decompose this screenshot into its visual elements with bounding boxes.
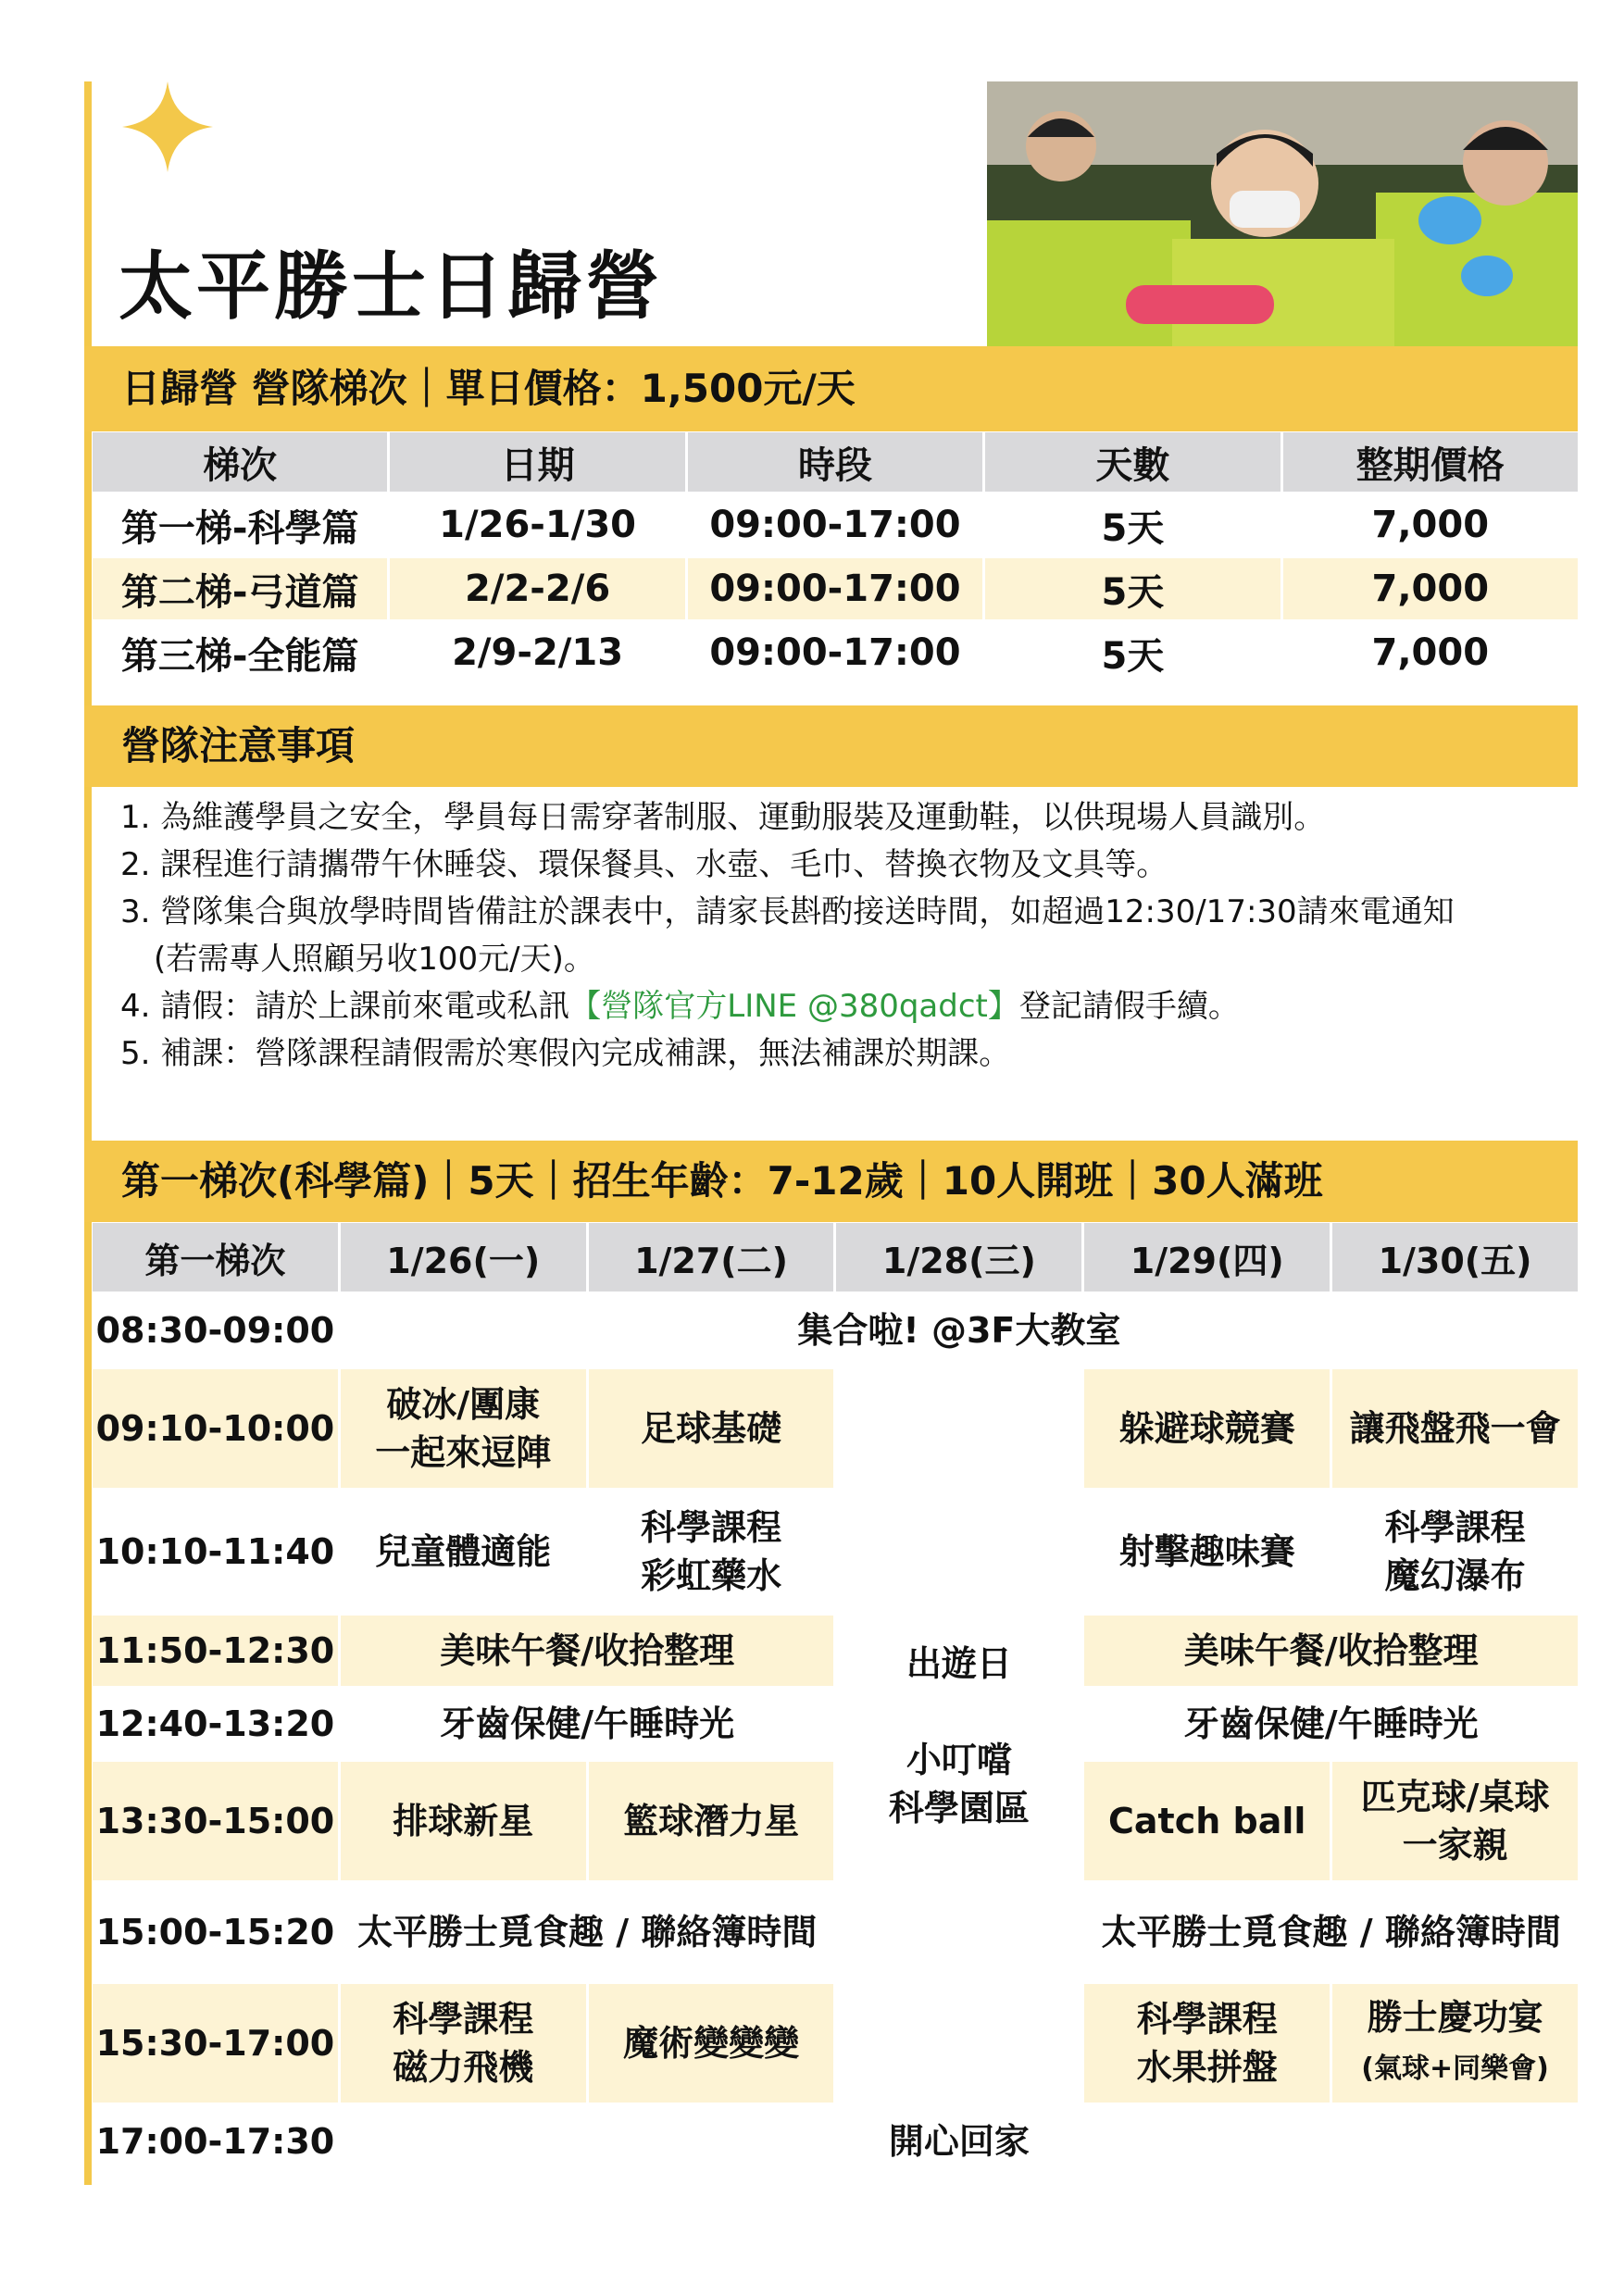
table-row (93, 1883, 1578, 1981)
table-row (93, 622, 1578, 683)
table-cell: 排球新星 (341, 1762, 586, 1880)
column-header: 1/26(一) (341, 1223, 586, 1292)
column-header: 整期價格 (1283, 432, 1578, 492)
column-header: 1/29(四) (1084, 1223, 1330, 1292)
cell-line: 出遊日 (906, 1643, 1012, 1684)
table-cell: 牙齒保健/午睡時光 (341, 1689, 834, 1759)
table-row (93, 1294, 1578, 1366)
price-band: 日歸營 營隊梯次｜單日價格：1,500元/天 (84, 346, 1578, 431)
cell-line: 彩虹藥水 (641, 1555, 782, 1596)
schedule-band: 第一梯次(科學篇)｜5天｜招生年齡：7-12歲｜10人開班｜30人滿班 (84, 1141, 1578, 1222)
time-cell: 11:50-12:30 (93, 1616, 338, 1686)
table-cell: 7,000 (1283, 494, 1578, 555)
note-item: 2. 課程進行請攜帶午休睡袋、環保餐具、水壺、毛巾、替換衣物及文具等。 (120, 846, 1168, 883)
time-cell: 17:00-17:30 (93, 2105, 338, 2177)
column-header: 1/30(五) (1332, 1223, 1578, 1292)
table-cell: 讓飛盤飛一會 (1332, 1369, 1578, 1488)
cell-line: 匹克球/桌球 (1360, 1777, 1550, 1817)
table-cell: 牙齒保健/午睡時光 (1084, 1689, 1578, 1759)
table-row (93, 2105, 1578, 2177)
table-cell: 5天 (985, 622, 1280, 683)
cell-line: 一家親 (1402, 1825, 1508, 1866)
time-cell: 09:10-10:00 (93, 1369, 338, 1488)
cell-line: 科學課程 (393, 1999, 534, 2040)
table-row (93, 1616, 1578, 1686)
notes-list (120, 794, 1583, 1078)
table-cell: 2/2-2/6 (390, 558, 684, 619)
table-row (93, 1762, 1578, 1880)
cell-line: 科學課程 (641, 1507, 782, 1548)
note-text: 4. 請假：請於上課前來電或私訊 (120, 988, 570, 1025)
time-cell: 13:30-15:00 (93, 1762, 338, 1880)
schedule-table (90, 1220, 1580, 2180)
table-cell: 集合啦! @3F大教室 (341, 1294, 1578, 1366)
note-text: 登記請假手續。 (1018, 988, 1240, 1025)
note-item (120, 936, 1583, 983)
trip-day-cell (836, 1369, 1081, 2103)
table-cell (1084, 1984, 1330, 2103)
table-cell: 太平勝士覓食趣 / 聯絡簿時間 (1084, 1883, 1578, 1981)
table-cell: 5天 (985, 558, 1280, 619)
table-cell: 7,000 (1283, 622, 1578, 683)
cell-line: 科學課程 (1136, 1999, 1278, 2040)
table-cell: 美味午餐/收拾整理 (341, 1616, 834, 1686)
time-cell: 08:30-09:00 (93, 1294, 338, 1366)
note-continuation: (若需專人照顧另收100元/天)。 (154, 941, 595, 978)
table-cell: 魔術變變變 (589, 1984, 834, 2103)
table-cell: 1/26-1/30 (390, 494, 684, 555)
table-cell: 5天 (985, 494, 1280, 555)
cell-line: 魔幻瀑布 (1384, 1555, 1526, 1596)
column-header: 日期 (390, 432, 684, 492)
table-cell: 第一梯-科學篇 (93, 494, 387, 555)
cell-line: 一起來逗陣 (375, 1432, 552, 1473)
table-cell (1332, 1762, 1578, 1880)
note-item (120, 983, 1583, 1030)
table-row (93, 1491, 1578, 1613)
table-cell (341, 1984, 586, 2103)
note-item: 5. 補課：營隊課程請假需於寒假內完成補課，無法補課於期課。 (120, 1035, 1011, 1072)
star-icon (122, 81, 213, 172)
cell-line: 小叮噹 (906, 1740, 1012, 1780)
table-row (93, 558, 1578, 619)
table-cell: 美味午餐/收拾整理 (1084, 1616, 1578, 1686)
table-row (93, 1984, 1578, 2103)
cell-line: 科學園區 (888, 1788, 1030, 1828)
table-cell: 2/9-2/13 (390, 622, 684, 683)
table-cell (589, 1491, 834, 1613)
table-row (93, 1369, 1578, 1488)
table-cell: 第二梯-弓道篇 (93, 558, 387, 619)
table-cell: 太平勝士覓食趣 / 聯絡簿時間 (341, 1883, 834, 1981)
column-header: 1/28(三) (836, 1223, 1081, 1292)
cell-line: 水果拼盤 (1136, 2047, 1278, 2088)
table-row (93, 494, 1578, 555)
table-cell: 09:00-17:00 (688, 558, 982, 619)
table-cell: 足球基礎 (589, 1369, 834, 1488)
table-cell: Catch ball (1084, 1762, 1330, 1880)
table-cell: 籃球潛力星 (589, 1762, 834, 1880)
cell-line: 勝士慶功宴 (1367, 1997, 1543, 2038)
table-cell (1332, 1984, 1578, 2103)
column-header: 時段 (688, 432, 982, 492)
column-header: 梯次 (93, 432, 387, 492)
column-header: 天數 (985, 432, 1280, 492)
table-cell: 09:00-17:00 (688, 494, 982, 555)
time-cell: 15:00-15:20 (93, 1883, 338, 1981)
table-cell: 第三梯-全能篇 (93, 622, 387, 683)
table-row (93, 1689, 1578, 1759)
time-cell: 15:30-17:00 (93, 1984, 338, 2103)
cell-line: 磁力飛機 (393, 2047, 534, 2088)
cell-line: 科學課程 (1384, 1507, 1526, 1548)
column-header: 第一梯次 (93, 1223, 338, 1292)
price-table (90, 430, 1580, 686)
table-cell: 兒童體適能 (341, 1491, 586, 1613)
notes-band: 營隊注意事項 (84, 705, 1578, 787)
column-header: 1/27(二) (589, 1223, 834, 1292)
table-cell: 09:00-17:00 (688, 622, 982, 683)
page-title: 太平勝士日歸營 (119, 243, 663, 330)
table-cell: 7,000 (1283, 558, 1578, 619)
table-cell (341, 1369, 586, 1488)
table-cell: 開心回家 (341, 2105, 1578, 2177)
table-cell: 躲避球競賽 (1084, 1369, 1330, 1488)
kids-activity-photo (987, 81, 1578, 346)
line-account-link[interactable]: 【營隊官方LINE @380qadct】 (569, 988, 1019, 1025)
cell-line: (氣球+同樂會) (1361, 2053, 1549, 2085)
note-item: 1. 為維護學員之安全，學員每日需穿著制服、運動服裝及運動鞋，以供現場人員識別。 (120, 799, 1326, 836)
note-item: 3. 營隊集合與放學時間皆備註於課表中，請家長斟酌接送時間，如超過12:30/17:30請來電通知 (120, 893, 1455, 930)
table-cell: 射擊趣味賽 (1084, 1491, 1330, 1613)
time-cell: 12:40-13:20 (93, 1689, 338, 1759)
time-cell: 10:10-11:40 (93, 1491, 338, 1613)
table-cell (1332, 1491, 1578, 1613)
cell-line: 破冰/團康 (386, 1384, 541, 1425)
